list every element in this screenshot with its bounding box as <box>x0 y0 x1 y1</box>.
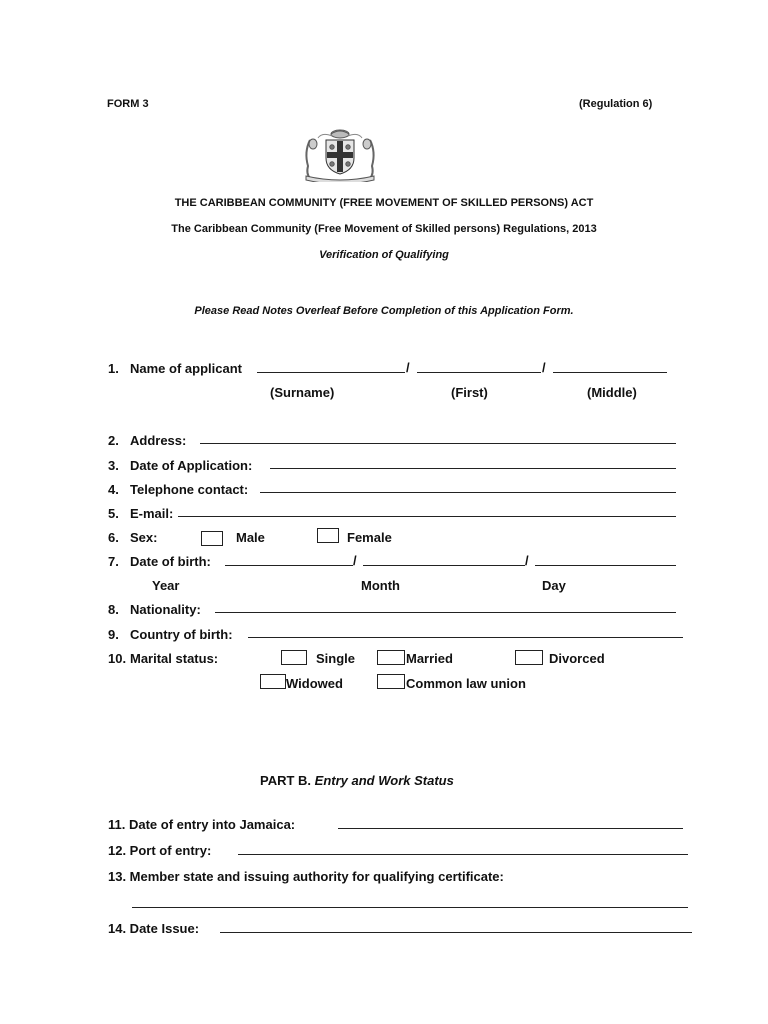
q4-number: 4. <box>108 482 119 497</box>
q8-number: 8. <box>108 602 119 617</box>
q10-number: 10. <box>108 651 127 666</box>
married-checkbox[interactable] <box>377 650 405 665</box>
widowed-label: Widowed <box>286 676 343 691</box>
regulation-ref: (Regulation 6) <box>579 98 653 110</box>
country-of-birth-field[interactable] <box>248 637 683 638</box>
read-notes-notice: Please Read Notes Overleaf Before Completion of this Application Form. <box>194 305 574 317</box>
birth-day-field[interactable] <box>535 565 676 566</box>
birth-year-field[interactable] <box>225 565 353 566</box>
birth-month-field[interactable] <box>363 565 525 566</box>
q1-number: 1. <box>108 361 119 376</box>
issue-date-field[interactable] <box>220 932 692 933</box>
entry-date-field[interactable] <box>338 828 683 829</box>
q3-label: Date of Application: <box>130 458 253 473</box>
q14-label: 14. Date Issue: <box>108 921 200 936</box>
name-separator: / <box>406 360 410 375</box>
male-checkbox[interactable] <box>201 531 223 546</box>
name-separator: / <box>542 360 546 375</box>
q4-label: Telephone contact: <box>130 482 249 497</box>
q6-number: 6. <box>108 530 119 545</box>
single-checkbox[interactable] <box>281 650 307 665</box>
email-field[interactable] <box>178 516 676 517</box>
q5-label: E-mail: <box>130 506 174 521</box>
q10-label: Marital status: <box>130 651 219 666</box>
date-separator: / <box>353 553 357 568</box>
widowed-checkbox[interactable] <box>260 674 286 689</box>
q2-number: 2. <box>108 433 119 448</box>
form-number: FORM 3 <box>107 98 149 110</box>
divorced-checkbox[interactable] <box>515 650 543 665</box>
regulation-title: The Caribbean Community (Free Movement of Skilled persons) Regulations, 2013 <box>171 223 597 235</box>
married-label: Married <box>406 651 453 666</box>
single-label: Single <box>316 651 356 666</box>
coat-of-arms-icon <box>296 126 384 182</box>
q8-label: Nationality: <box>130 602 201 617</box>
common-law-checkbox[interactable] <box>377 674 405 689</box>
q11-label: 11. Date of entry into Jamaica: <box>108 817 296 832</box>
act-title: THE CARIBBEAN COMMUNITY (FREE MOVEMENT OF SKILLED PERSONS) ACT <box>174 197 594 209</box>
day-caption: Day <box>542 578 566 593</box>
q13-label: 13. Member state and issuing authority for qualifying certificate: <box>108 869 504 884</box>
first-name-field[interactable] <box>417 372 541 373</box>
nationality-field[interactable] <box>215 612 676 613</box>
common-law-label: Common law union <box>406 676 526 691</box>
q7-number: 7. <box>108 554 119 569</box>
q3-number: 3. <box>108 458 119 473</box>
application-date-field[interactable] <box>270 468 676 469</box>
female-checkbox[interactable] <box>317 528 339 543</box>
middle-name-field[interactable] <box>553 372 667 373</box>
form-subtitle: Verification of Qualifying <box>319 249 449 261</box>
q1-label: Name of applicant <box>130 361 242 376</box>
part-b-heading <box>260 773 454 788</box>
surname-caption: (Surname) <box>270 385 335 400</box>
female-label: Female <box>347 530 392 545</box>
q5-number: 5. <box>108 506 119 521</box>
q7-label: Date of birth: <box>130 554 211 569</box>
middle-name-caption: (Middle) <box>587 385 637 400</box>
telephone-field[interactable] <box>260 492 676 493</box>
month-caption: Month <box>361 578 400 593</box>
q2-label: Address: <box>130 433 187 448</box>
address-field[interactable] <box>200 443 676 444</box>
q9-number: 9. <box>108 627 119 642</box>
q12-label: 12. Port of entry: <box>108 843 212 858</box>
part-b-title: Entry and Work Status <box>314 773 454 788</box>
port-of-entry-field[interactable] <box>238 854 688 855</box>
surname-field[interactable] <box>257 372 405 373</box>
q9-label: Country of birth: <box>130 627 233 642</box>
male-label: Male <box>236 530 265 545</box>
part-b-prefix: PART B. <box>260 773 312 788</box>
divorced-label: Divorced <box>549 651 605 666</box>
issuing-authority-field[interactable] <box>132 907 688 908</box>
year-caption: Year <box>152 578 180 593</box>
first-name-caption: (First) <box>451 385 488 400</box>
q6-label: Sex: <box>130 530 158 545</box>
date-separator: / <box>525 553 529 568</box>
